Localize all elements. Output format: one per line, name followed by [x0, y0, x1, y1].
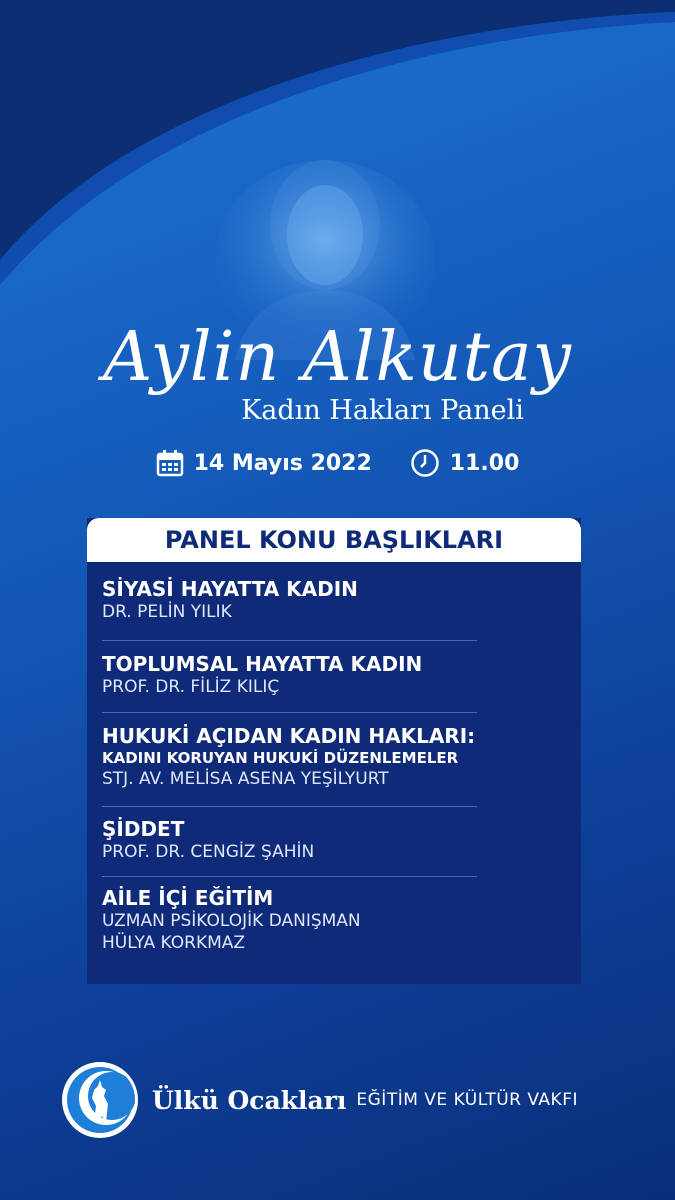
topic-2 — [102, 652, 572, 698]
panel-heading: PANEL KONU BAŞLIKLARI — [87, 518, 581, 562]
divider — [102, 712, 477, 713]
topic-speaker-line2: HÜLYA KORKMAZ — [102, 933, 246, 953]
topic-title: ŞİDDET — [102, 817, 185, 841]
topic-speaker: DR. PELİN YILIK — [102, 602, 232, 622]
divider — [102, 806, 477, 807]
topic-speaker: UZMAN PSİKOLOJİK DANIŞMAN — [102, 911, 361, 931]
topic-subtitle: KADINI KORUYAN HUKUKİ DÜZENLEMELER — [102, 749, 459, 767]
divider — [102, 640, 477, 641]
date-time-row — [0, 448, 675, 478]
topic-speaker: PROF. DR. CENGİZ ŞAHİN — [102, 842, 315, 862]
event-date: 14 Mayıs 2022 — [193, 450, 372, 476]
footer — [60, 1060, 660, 1140]
wolf-crescent-logo — [60, 1060, 140, 1140]
org-suffix: EĞİTİM VE KÜLTÜR VAKFI — [356, 1090, 578, 1110]
topic-speaker: PROF. DR. FİLİZ KILIÇ — [102, 677, 280, 697]
topic-title: HUKUKİ AÇIDAN KADIN HAKLARI: — [102, 724, 476, 748]
topic-title: TOPLUMSAL HAYATTA KADIN — [102, 652, 423, 676]
calendar-icon — [156, 449, 184, 477]
topic-title: AİLE İÇİ EĞİTİM — [102, 886, 274, 910]
topic-5 — [102, 886, 572, 954]
divider — [102, 876, 477, 877]
org-name: Ülkü Ocakları — [152, 1085, 347, 1115]
event-time: 11.00 — [449, 450, 520, 476]
topic-4 — [102, 817, 572, 863]
event-title: Kadın Hakları Paneli — [241, 395, 524, 426]
speaker-name: Aylin Alkutay — [103, 318, 572, 397]
topic-3 — [102, 724, 572, 790]
topic-1 — [102, 577, 572, 623]
clock-icon — [410, 448, 440, 478]
topic-title: SİYASİ HAYATTA KADIN — [102, 577, 358, 601]
topic-speaker: STJ. AV. MELİSA ASENA YEŞİLYURT — [102, 769, 389, 789]
